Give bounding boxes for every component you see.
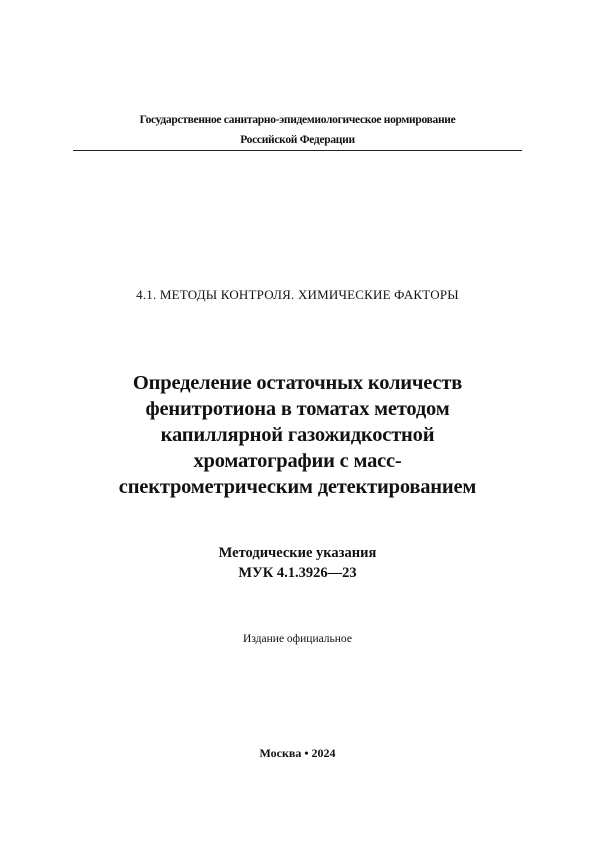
title-line-1: Определение остаточных количеств	[132, 372, 463, 394]
document-subtitle	[73, 543, 522, 583]
title-line-4: хроматографии с масс-	[193, 450, 402, 472]
section-heading: 4.1. МЕТОДЫ КОНТРОЛЯ. ХИМИЧЕСКИЕ ФАКТОРЫ	[136, 287, 459, 302]
issuing-authority-header	[73, 110, 522, 150]
publication-place-year: Москва • 2024	[259, 746, 336, 760]
title-line-3: капиллярной газожидкостной	[160, 424, 435, 446]
document-code: МУК 4.1.3926—23	[238, 565, 357, 581]
title-line-2: фенитротиона в томатах методом	[145, 398, 450, 420]
header-line-1: Государственное санитарно-эпидемиологическое нормирование	[139, 114, 456, 126]
header-divider	[73, 150, 522, 151]
header-line-2: Российской Федерации	[240, 134, 355, 146]
document-type: Методические указания	[218, 545, 377, 561]
edition-note: Издание официальное	[243, 633, 352, 645]
title-line-5: спектрометрическим детектированием	[118, 476, 477, 498]
document-title	[60, 370, 535, 500]
